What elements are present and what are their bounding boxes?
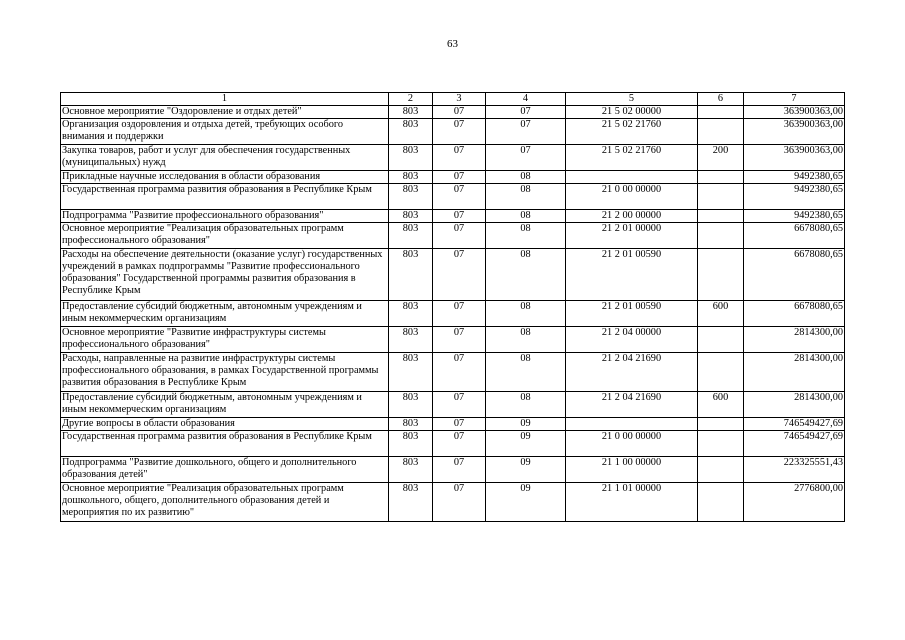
row-name: Предоставление субсидий бюджетным, автономным учреждениям и иным некоммерческим организациям xyxy=(61,392,389,418)
row-amount: 9492380,65 xyxy=(744,210,845,223)
row-type: 600 xyxy=(698,301,744,327)
row-amount: 6678080,65 xyxy=(744,223,845,249)
table-row xyxy=(61,210,845,223)
row-code: 803 xyxy=(389,106,433,119)
row-code: 803 xyxy=(389,418,433,431)
row-target: 21 2 04 00000 xyxy=(566,327,698,353)
row-amount: 9492380,65 xyxy=(744,184,845,210)
row-code: 803 xyxy=(389,457,433,483)
column-header: 4 xyxy=(486,93,566,106)
row-section: 07 xyxy=(433,327,486,353)
row-code: 803 xyxy=(389,184,433,210)
row-amount: 6678080,65 xyxy=(744,301,845,327)
row-subsection: 09 xyxy=(486,431,566,457)
row-section: 07 xyxy=(433,301,486,327)
row-section: 07 xyxy=(433,353,486,392)
row-code: 803 xyxy=(389,171,433,184)
table-row xyxy=(61,145,845,171)
row-name: Основное мероприятие "Реализация образовательных программ профессионального образования" xyxy=(61,223,389,249)
row-code: 803 xyxy=(389,145,433,171)
row-target: 21 2 01 00590 xyxy=(566,301,698,327)
row-type xyxy=(698,353,744,392)
row-type xyxy=(698,184,744,210)
row-subsection: 08 xyxy=(486,171,566,184)
row-section: 07 xyxy=(433,210,486,223)
row-target: 21 2 00 00000 xyxy=(566,210,698,223)
row-amount: 2814300,00 xyxy=(744,353,845,392)
row-target: 21 2 04 21690 xyxy=(566,353,698,392)
row-subsection: 08 xyxy=(486,184,566,210)
table-row xyxy=(61,327,845,353)
row-type xyxy=(698,457,744,483)
row-amount: 9492380,65 xyxy=(744,171,845,184)
row-name: Предоставление субсидий бюджетным, автономным учреждениям и иным некоммерческим организациям xyxy=(61,301,389,327)
row-type xyxy=(698,106,744,119)
row-code: 803 xyxy=(389,210,433,223)
column-header: 5 xyxy=(566,93,698,106)
row-name: Расходы, направленные на развитие инфраструктуры системы профессионального образования, в рамках Государственной программы развития образования в Республике Крым xyxy=(61,353,389,392)
row-name: Другие вопросы в области образования xyxy=(61,418,389,431)
row-type xyxy=(698,327,744,353)
row-name: Государственная программа развития образования в Республике Крым xyxy=(61,184,389,210)
row-subsection: 08 xyxy=(486,392,566,418)
table-row xyxy=(61,457,845,483)
row-section: 07 xyxy=(433,119,486,145)
table-row xyxy=(61,119,845,145)
row-type xyxy=(698,249,744,301)
row-amount: 2814300,00 xyxy=(744,392,845,418)
table-row xyxy=(61,171,845,184)
row-type xyxy=(698,431,744,457)
row-target xyxy=(566,171,698,184)
row-section: 07 xyxy=(433,392,486,418)
table-row xyxy=(61,223,845,249)
row-target: 21 5 02 21760 xyxy=(566,145,698,171)
row-target: 21 1 01 00000 xyxy=(566,483,698,522)
row-name: Закупка товаров, работ и услуг для обеспечения государственных (муниципальных) нужд xyxy=(61,145,389,171)
column-header: 7 xyxy=(744,93,845,106)
row-target: 21 1 00 00000 xyxy=(566,457,698,483)
row-subsection: 07 xyxy=(486,119,566,145)
row-target: 21 0 00 00000 xyxy=(566,431,698,457)
row-subsection: 08 xyxy=(486,353,566,392)
table-row xyxy=(61,353,845,392)
row-section: 07 xyxy=(433,483,486,522)
row-amount: 746549427,69 xyxy=(744,418,845,431)
row-name: Подпрограмма "Развитие профессионального образования" xyxy=(61,210,389,223)
row-code: 803 xyxy=(389,223,433,249)
row-section: 07 xyxy=(433,145,486,171)
row-type: 600 xyxy=(698,392,744,418)
row-target: 21 2 04 21690 xyxy=(566,392,698,418)
row-subsection: 08 xyxy=(486,249,566,301)
column-header: 1 xyxy=(61,93,389,106)
row-target: 21 2 01 00590 xyxy=(566,249,698,301)
row-subsection: 08 xyxy=(486,327,566,353)
table-row xyxy=(61,184,845,210)
row-amount: 363900363,00 xyxy=(744,119,845,145)
row-amount: 363900363,00 xyxy=(744,106,845,119)
row-type xyxy=(698,223,744,249)
row-section: 07 xyxy=(433,249,486,301)
table-row xyxy=(61,301,845,327)
row-subsection: 07 xyxy=(486,145,566,171)
row-type: 200 xyxy=(698,145,744,171)
row-subsection: 07 xyxy=(486,106,566,119)
row-code: 803 xyxy=(389,483,433,522)
row-code: 803 xyxy=(389,392,433,418)
row-subsection: 08 xyxy=(486,223,566,249)
column-number-row xyxy=(61,93,845,106)
row-target: 21 5 02 21760 xyxy=(566,119,698,145)
row-code: 803 xyxy=(389,301,433,327)
row-amount: 363900363,00 xyxy=(744,145,845,171)
row-name: Основное мероприятие "Развитие инфраструктуры системы профессионального образования" xyxy=(61,327,389,353)
row-amount: 2814300,00 xyxy=(744,327,845,353)
row-name: Основное мероприятие "Реализация образовательных программ дошкольного, общего, дополнительного образования детей и мероприятия по их развитию" xyxy=(61,483,389,522)
page-number: 63 xyxy=(447,38,458,50)
row-code: 803 xyxy=(389,249,433,301)
row-subsection: 09 xyxy=(486,418,566,431)
row-name: Расходы на обеспечение деятельности (оказание услуг) государственных учреждений в рамках подпрограммы "Развитие профессионального образования" Государственной программы развития образования в Республике Крым xyxy=(61,249,389,301)
row-subsection: 09 xyxy=(486,457,566,483)
row-subsection: 09 xyxy=(486,483,566,522)
row-amount: 223325551,43 xyxy=(744,457,845,483)
column-header: 3 xyxy=(433,93,486,106)
row-section: 07 xyxy=(433,418,486,431)
row-target: 21 2 01 00000 xyxy=(566,223,698,249)
row-name: Государственная программа развития образования в Республике Крым xyxy=(61,431,389,457)
table-row xyxy=(61,483,845,522)
row-amount: 746549427,69 xyxy=(744,431,845,457)
row-name: Организация оздоровления и отдыха детей, требующих особого внимания и поддержки xyxy=(61,119,389,145)
column-header: 2 xyxy=(389,93,433,106)
row-code: 803 xyxy=(389,119,433,145)
row-type xyxy=(698,483,744,522)
row-section: 07 xyxy=(433,106,486,119)
row-target: 21 5 02 00000 xyxy=(566,106,698,119)
row-section: 07 xyxy=(433,171,486,184)
row-code: 803 xyxy=(389,353,433,392)
row-code: 803 xyxy=(389,431,433,457)
row-subsection: 08 xyxy=(486,301,566,327)
row-name: Подпрограмма "Развитие дошкольного, общего и дополнительного образования детей" xyxy=(61,457,389,483)
row-type xyxy=(698,418,744,431)
table-row xyxy=(61,392,845,418)
row-amount: 2776800,00 xyxy=(744,483,845,522)
table-row xyxy=(61,418,845,431)
row-section: 07 xyxy=(433,457,486,483)
table-row xyxy=(61,106,845,119)
row-type xyxy=(698,119,744,145)
row-type xyxy=(698,171,744,184)
row-section: 07 xyxy=(433,431,486,457)
row-target xyxy=(566,418,698,431)
table-row xyxy=(61,249,845,301)
row-target: 21 0 00 00000 xyxy=(566,184,698,210)
row-name: Прикладные научные исследования в области образования xyxy=(61,171,389,184)
column-header: 6 xyxy=(698,93,744,106)
row-amount: 6678080,65 xyxy=(744,249,845,301)
row-section: 07 xyxy=(433,223,486,249)
row-section: 07 xyxy=(433,184,486,210)
row-code: 803 xyxy=(389,327,433,353)
row-name: Основное мероприятие "Оздоровление и отдых детей" xyxy=(61,106,389,119)
budget-table xyxy=(60,92,845,522)
row-type xyxy=(698,210,744,223)
row-subsection: 08 xyxy=(486,210,566,223)
table-row xyxy=(61,431,845,457)
